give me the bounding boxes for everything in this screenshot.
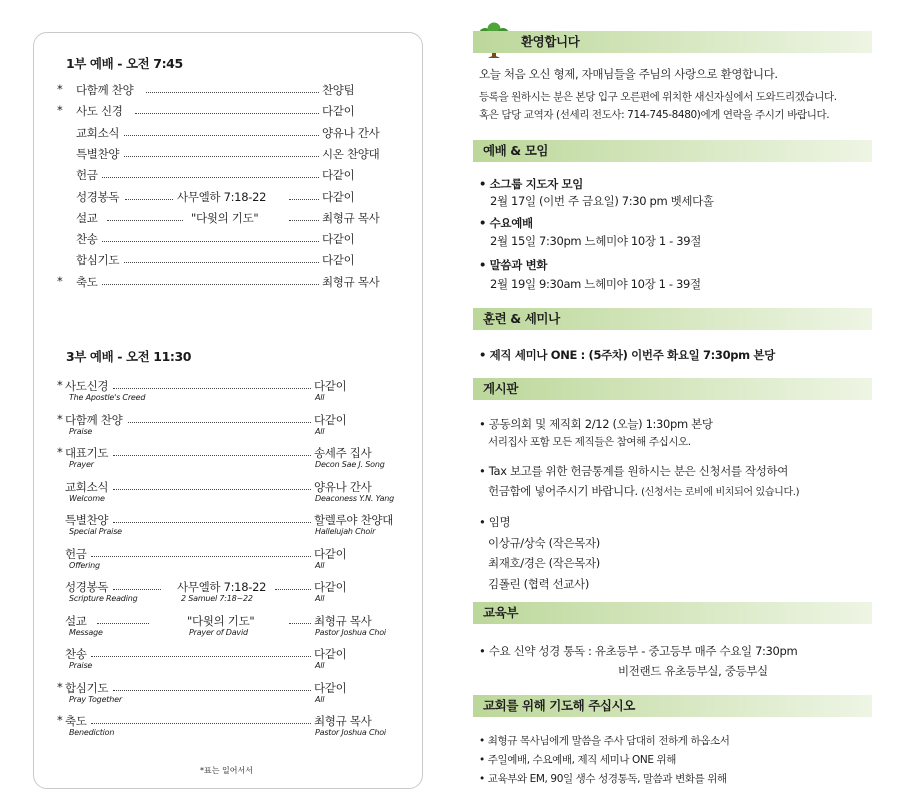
service3-row — [57, 546, 417, 576]
board-item2: • Tax 보고를 위한 헌금통계를 원하시는 분은 신청서를 작성하여 — [479, 464, 789, 478]
worship-item2-detail: 2월 15일 7:30pm 느헤미야 10장 1 - 39절 — [490, 234, 701, 248]
service3-item-leader-english: All — [315, 594, 325, 603]
service3-item-english: Praise — [69, 661, 93, 670]
prayer-item-1: • 최형규 목사님에게 말씀을 주사 담대히 전하게 하옵소서 — [479, 735, 730, 747]
welcome-line1: 오늘 처음 오신 형제, 자매님들을 주님의 사랑으로 환영합니다. — [479, 67, 778, 81]
dot-leader — [107, 220, 183, 221]
board-item2-sub: 헌금함에 넣어주시기 바랍니다. (신청서는 로비에 비치되어 있습니다.) — [488, 484, 800, 498]
service3-item-leader: 최형규 목사 — [314, 714, 372, 728]
dot-leader — [124, 135, 319, 136]
service3-item-leader-english: Hallelujah Choir — [315, 527, 376, 536]
worship-item3-detail: 2월 19일 9:30am 느헤미야 10장 1 - 39절 — [490, 277, 701, 291]
service1-item-name: 합심기도 — [76, 253, 120, 268]
service3-title: 3부 예배 - 오전 11:30 — [66, 349, 192, 364]
service3-item-name: 대표기도 — [65, 446, 109, 460]
service1-row — [57, 210, 380, 226]
welcome-header: 환영합니다 — [473, 31, 872, 53]
service3-item-name: 헌금 — [65, 546, 87, 561]
board-item3-head: • 임명 — [479, 515, 511, 529]
service1-item-leader: 다같이 — [322, 189, 355, 204]
service1-item-passage: "다윗의 기도" — [191, 210, 259, 225]
service1-item-name: 찬송 — [76, 232, 98, 247]
service3-row — [57, 579, 417, 609]
dot-leader — [97, 623, 149, 624]
service1-item-name: 축도 — [76, 274, 98, 289]
service3-item-passage: 사무엘하 7:18-22 — [177, 580, 267, 594]
standing-mark: * — [57, 82, 63, 96]
service1-item-name: 설교 — [76, 210, 98, 225]
service3-item-name: 특별찬양 — [65, 513, 109, 527]
service1-row — [57, 146, 380, 162]
service3-item-name: 설교 — [65, 613, 87, 628]
service3-row — [57, 613, 417, 643]
standing-mark: * — [57, 713, 63, 727]
dot-leader — [135, 113, 319, 114]
service3-item-leader-english: Decon Sae J. Song — [315, 460, 385, 469]
standing-mark: * — [57, 378, 63, 392]
service3-item-leader-english: Pastor Joshua Choi — [315, 728, 386, 737]
service1-item-name: 성경봉독 — [76, 189, 120, 204]
dot-leader — [113, 489, 311, 490]
service3-item-name: 다함께 찬양 — [65, 412, 123, 427]
service3-row — [57, 412, 417, 442]
board-item1: • 공동의회 및 제직회 2/12 (오늘) 1:30pm 본당 — [479, 417, 713, 431]
appointment-3: 김폴린 (협력 선교사) — [488, 577, 589, 591]
dot-leader — [124, 262, 319, 263]
service3-item-name: 성경봉독 — [65, 580, 109, 594]
training-item: • 제직 세미나 ONE : (5주차) 이번주 화요일 7:30pm 본당 — [479, 348, 775, 362]
worship-item1-detail: 2월 17일 (이번 주 금요일) 7:30 pm 벳세다홀 — [490, 194, 714, 208]
service3-row — [57, 378, 417, 408]
worship-item3-head: • 말씀과 변화 — [479, 258, 548, 272]
service1-item-leader: 다같이 — [322, 253, 355, 268]
service1-item-leader: 시온 찬양대 — [322, 146, 380, 161]
worship-item1-head: • 소그룹 지도자 모임 — [479, 177, 584, 191]
prayer-header: 교회를 위해 기도해 주십시오 — [473, 695, 872, 717]
standing-mark: * — [57, 679, 63, 694]
service1-row — [57, 82, 377, 98]
dot-leader — [102, 177, 319, 178]
service3-item-leader: 다같이 — [314, 580, 347, 594]
service3-item-leader-english: All — [315, 694, 325, 704]
service1-row — [57, 273, 380, 290]
service3-item-leader: 양유나 간사 — [314, 479, 372, 494]
service1-row — [57, 252, 377, 268]
service3-row — [57, 479, 417, 509]
prayer-item-2: • 주일예배, 수요예배, 제직 세미나 ONE 위해 — [479, 754, 677, 766]
service3-item-english: Message — [69, 627, 103, 637]
dot-leader — [113, 455, 311, 456]
service1-row — [57, 167, 377, 183]
service1-item-name: 특별찬양 — [76, 146, 120, 161]
service3-item-leader: 최형규 목사 — [314, 613, 372, 628]
service1-item-leader: 다같이 — [322, 104, 355, 119]
service3-item-english: Praise — [69, 426, 93, 436]
dot-leader — [91, 656, 311, 657]
service3-item-english: Offering — [69, 560, 100, 570]
education-line1: • 수요 신약 성경 통독 : 유초등부 - 중고등부 매주 수요일 7:30pm — [479, 644, 798, 658]
service1-title: 1부 예배 - 오전 7:45 — [66, 56, 183, 71]
board-header: 게시판 — [473, 378, 872, 400]
dot-leader — [113, 388, 311, 389]
service3-item-leader: 송세주 집사 — [314, 446, 372, 460]
service3-item-english: The Apostle's Creed — [69, 393, 146, 402]
service3-item-name: 찬송 — [65, 647, 87, 661]
service3-item-english: Scripture Reading — [69, 594, 138, 603]
service3-row — [57, 512, 417, 542]
dot-leader — [113, 589, 161, 590]
dot-leader — [102, 284, 319, 285]
dot-leader — [289, 623, 311, 624]
standing-footnote: *표는 일어서서 — [200, 766, 253, 775]
service3-item-english: Special Praise — [69, 527, 122, 536]
dot-leader — [289, 220, 319, 221]
service1-item-name: 헌금 — [76, 168, 98, 183]
standing-mark: * — [57, 411, 63, 426]
service1-item-leader: 찬양팀 — [322, 83, 355, 97]
appointment-1: 이상규/상숙 (작은목자) — [488, 536, 600, 550]
service1-item-name: 다함께 찬양 — [76, 83, 134, 97]
service3-item-leader: 다같이 — [314, 412, 347, 427]
standing-mark: * — [57, 445, 63, 459]
dot-leader — [275, 589, 311, 590]
service1-item-leader: 최형규 목사 — [322, 210, 380, 225]
service3-row — [57, 445, 417, 475]
service3-item-leader-english: All — [315, 393, 325, 402]
appointment-2: 최재호/경은 (작은목자) — [488, 556, 600, 570]
service3-row — [57, 680, 417, 710]
service1-item-leader: 다같이 — [322, 168, 355, 183]
dot-leader — [125, 199, 173, 200]
prayer-item-3: • 교육부와 EM, 90일 생수 성경통독, 말씀과 변화를 위해 — [479, 773, 727, 785]
dot-leader — [113, 690, 311, 691]
service1-row — [57, 189, 377, 205]
service3-item-name: 축도 — [65, 714, 87, 728]
service3-item-passage: "다윗의 기도" — [187, 613, 255, 628]
service3-item-name: 교회소식 — [65, 479, 109, 494]
service1-item-leader: 양유나 간사 — [322, 125, 380, 140]
service3-item-name: 사도신경 — [65, 379, 109, 393]
service1-row — [57, 231, 377, 247]
service1-item-name: 교회소식 — [76, 125, 120, 140]
dot-leader — [91, 723, 311, 724]
service3-item-name: 합심기도 — [65, 680, 109, 695]
service3-item-leader-english: All — [315, 560, 325, 570]
service3-item-leader-english: All — [315, 426, 325, 436]
welcome-line2: 등록을 원하시는 분은 본당 입구 오른편에 위치한 새신자실에서 도와드리겠습니다. — [479, 91, 837, 103]
service1-item-passage: 사무엘하 7:18-22 — [177, 189, 267, 204]
service3-item-passage-english: Prayer of David — [189, 627, 248, 637]
service1-item-name: 사도 신경 — [76, 104, 123, 119]
standing-mark: * — [57, 103, 63, 118]
service3-item-leader: 다같이 — [314, 647, 347, 661]
worship-header: 예배 & 모임 — [473, 140, 872, 162]
service3-item-english: Benediction — [69, 728, 115, 737]
dot-leader — [289, 199, 319, 200]
training-header: 훈련 & 세미나 — [473, 308, 872, 330]
service1-item-leader: 다같이 — [322, 232, 355, 247]
dot-leader — [146, 92, 319, 93]
standing-mark: * — [57, 273, 63, 288]
dot-leader — [102, 241, 319, 242]
service3-item-passage-english: 2 Samuel 7:18~22 — [181, 594, 253, 603]
service1-row — [57, 125, 380, 141]
service3-item-leader-english: Deaconess Y.N. Yang — [315, 493, 395, 503]
service3-item-english: Prayer — [69, 460, 94, 469]
welcome-line3: 혹은 담당 교역자 (선세리 전도사: 714-745-8480)에게 연락을 주시기 바랍니다. — [479, 109, 830, 121]
service3-row — [57, 646, 417, 676]
board-item1-sub: 서리집사 포함 모든 제직들은 참여해 주십시오. — [488, 436, 691, 448]
service3-item-leader-english: Pastor Joshua Choi — [315, 627, 386, 637]
service3-item-english: Welcome — [69, 493, 105, 503]
service3-item-english: Pray Together — [69, 694, 122, 704]
service3-item-leader: 할렐루야 찬양대 — [314, 513, 394, 527]
service1-row — [57, 103, 377, 119]
dot-leader — [128, 422, 311, 423]
service3-item-leader-english: All — [315, 661, 325, 670]
dot-leader — [91, 556, 311, 557]
dot-leader — [113, 522, 311, 523]
service3-item-leader: 다같이 — [314, 546, 347, 561]
service3-row — [57, 713, 417, 743]
service1-item-leader: 최형규 목사 — [322, 274, 380, 289]
dot-leader — [124, 156, 319, 157]
service3-item-leader: 다같이 — [314, 379, 347, 393]
education-header: 교육부 — [473, 602, 872, 624]
worship-item2-head: • 수요예배 — [479, 216, 533, 230]
service3-item-leader: 다같이 — [314, 680, 347, 695]
education-line2: 비전랜드 유초등부실, 중등부실 — [618, 664, 768, 678]
